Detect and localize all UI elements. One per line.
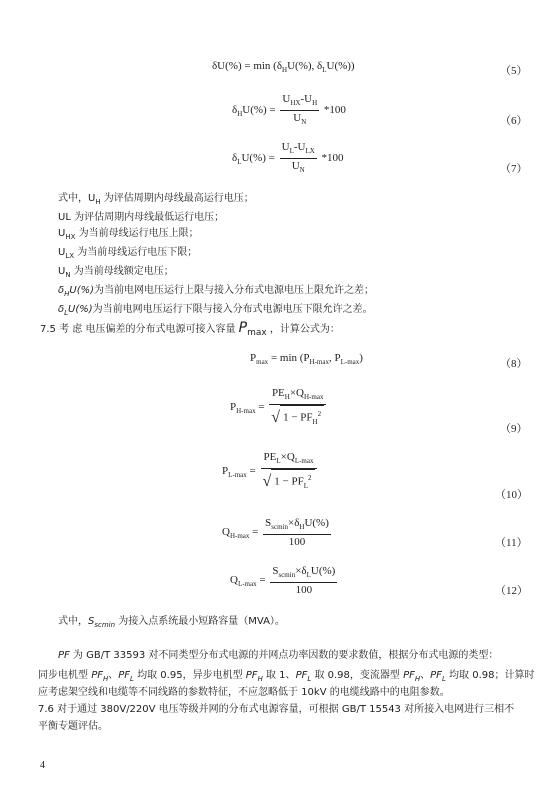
equation-10: $P_{L-max}$ = $\frac{PE_L\times Q_{L-max}}{√ 1 - PF_L^2}$ (222, 450, 319, 493)
equation-7: $\delta_LU(\%)$ = $\frac{U_L-U_{LX}}{U_N}$ *100 (232, 141, 344, 175)
definition-delta-h: $\delta_HU(\%)$为当前电网电压运行上限与接入分布式电源电压上限允许之差； (58, 285, 375, 298)
definition-uhx: $U_{HX}$ 为当前母线运行电压上限； (58, 228, 199, 241)
equation-8: $P_{max} = \min (P_{H-max}$, $P_{L-max}$) (250, 352, 363, 367)
equation-9-number: （9） (500, 423, 528, 435)
equation-9: $P_{H-max}$ = $\frac{PE_H\times Q_{H-max}}{√ 1 - PF_H^2}$ (230, 386, 328, 429)
definition-list (58, 191, 538, 321)
definition-ul: UL 为评估周期内母线最低运行电压； (58, 212, 225, 223)
equation-6: $\delta_HU(\%)$ = $\frac{U_{HX}-U_H}{U_N}$ *100 (232, 93, 346, 127)
equation-5: $\delta U(\%) = \min (\delta_HU(\%)$, $\delta_LU(\%)$) (212, 60, 355, 75)
equation-6-number: （6） (500, 115, 528, 127)
pf-paragraph: PF 为 GB/T 33593 对不同类型分布式电源的并网点功率因数的要求数值，根据分布式电源的类型： (58, 650, 499, 661)
equation-11: $Q_{H-max}$ = $\frac{S_{scmin}\times\delta_HU(\%)}{100}$ (222, 517, 329, 549)
pf-paragraph-line-2: 同步电机型 $PF_H$、$PF_L$ 均取 0.95，异步电机型 $PF_H$ 取 1、$PF_L$ 取 0.98，变流器型 $PF_H$、$PF_L$ 均取 0.98；计算时 (38, 670, 535, 683)
page-number: 4 (40, 760, 45, 771)
section-7-5-heading: 7.5 考 虑 电压偏差的分布式电源可接入容量 $P_{max}$ ，计算公式为： (40, 320, 340, 338)
section-7-6-line-1: 7.6 对于通过 380V/220V 电压等级并网的分布式电源容量，可根据 GB/T 15543 对所接入电网进行三相不 (38, 704, 515, 715)
equation-7-number: （7） (500, 163, 528, 175)
equation-5-number: （5） (500, 65, 528, 77)
ssc-definition: 式中，$S_{scmin}$ 为接入点系统最小短路容量（MVA）。 (58, 616, 285, 629)
pf-paragraph-line-3: 应考虑架空线和电缆等不同线路的参数特征，不应忽略低于 10kV 的电缆线路中的电阻参数。 (38, 687, 450, 698)
equation-8-number: （8） (500, 358, 528, 370)
equation-11-number: （11） (495, 537, 528, 549)
definition-ulx: $U_{LX}$ 为当前母线运行电压下限； (58, 247, 198, 260)
definition-un: $U_N$ 为当前母线额定电压； (58, 266, 174, 279)
equation-10-number: （10） (495, 489, 528, 501)
equation-12-number: （12） (495, 585, 528, 597)
section-7-6-line-2: 平衡专题评估。 (38, 721, 108, 732)
definition-delta-l: $\delta_LU(\%)$为当前电网电压运行下限与接入分布式电源电压下限允许之差。 (58, 304, 373, 317)
definition-uh: 式中，$U_H$ 为评估周期内母线最高运行电压； (58, 193, 254, 206)
equation-12: $Q_{L-max}$ = $\frac{S_{scmin}\times\delta_LU(\%)}{100}$ (230, 565, 336, 597)
